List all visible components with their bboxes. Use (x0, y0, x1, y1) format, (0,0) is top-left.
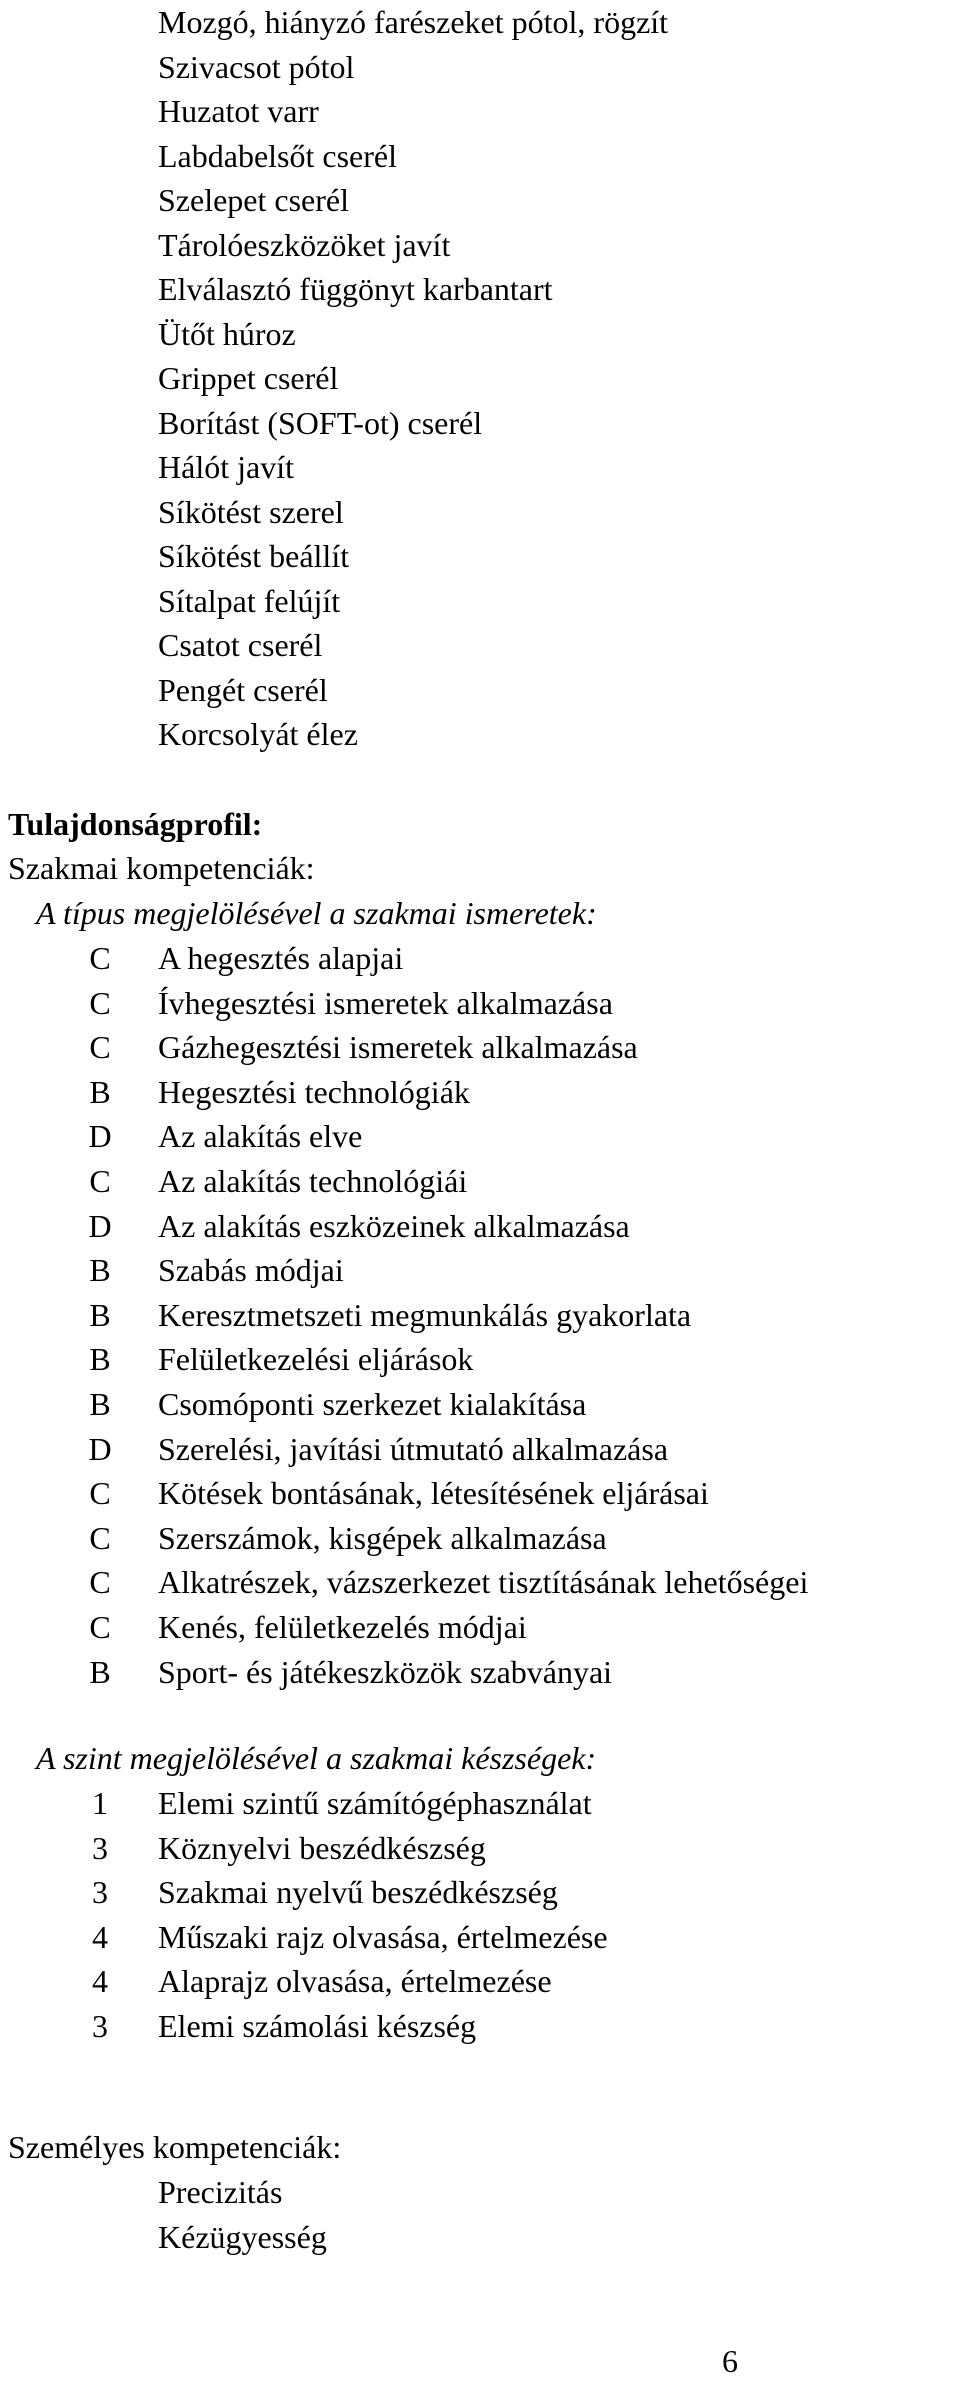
knowledge-type-code: D (88, 1207, 112, 1244)
knowledge-text: Az alakítás technológiái (158, 1162, 468, 1199)
professional-competencies-heading: Szakmai kompetenciák: (8, 850, 315, 886)
knowledge-type-code: B (89, 1073, 111, 1110)
skill-text: Műszaki rajz olvasása, értelmezése (158, 1918, 608, 1955)
skill-level: 3 (92, 1874, 108, 1911)
knowledge-text: Felületkezelési eljárások (158, 1341, 474, 1378)
knowledge-text: Ívhegesztési ismeretek alkalmazása (158, 984, 613, 1021)
knowledge-type-code: B (89, 1653, 111, 1690)
knowledge-text: Alkatrészek, vázszerkezet tisztításának lehetőségei (158, 1564, 809, 1601)
skill-level: 3 (92, 2007, 108, 2044)
knowledge-text: Kötések bontásának, létesítésének eljárásai (158, 1475, 709, 1512)
task-item: Szivacsot pótol (158, 48, 355, 85)
task-item: Sítalpat felújít (158, 582, 341, 619)
task-item: Síkötést beállít (158, 538, 350, 574)
personal-competency: Kézügyesség (158, 2218, 327, 2255)
knowledge-type-code: B (89, 1341, 111, 1378)
skill-level: 1 (92, 1785, 108, 1821)
task-item: Hálót javít (158, 449, 294, 485)
knowledge-text: Keresztmetszeti megmunkálás gyakorlata (158, 1296, 692, 1333)
task-item: Elválasztó függönyt karbantart (158, 271, 553, 307)
profile-title: Tulajdonságprofil: (8, 806, 263, 842)
knowledge-text: Szerelési, javítási útmutató alkalmazása (158, 1430, 669, 1467)
knowledge-text: Kenés, felületkezelés módjai (158, 1608, 527, 1645)
personal-competencies-list (158, 2170, 327, 2259)
knowledge-type-code: C (89, 1162, 111, 1199)
knowledge-type-code: C (89, 984, 111, 1021)
task-item: Szelepet cserél (158, 182, 349, 218)
knowledge-type-code: C (89, 1029, 111, 1066)
knowledge-type-code: D (88, 1430, 112, 1467)
skill-text: Elemi számolási készség (158, 2007, 477, 2044)
knowledge-type-code: D (88, 1118, 112, 1155)
knowledge-text: Szerszámok, kisgépek alkalmazása (158, 1519, 607, 1556)
task-list (158, 0, 668, 757)
skills-heading: A szint megjelölésével a szakmai készségek: (36, 1740, 597, 1776)
knowledge-type-code: B (89, 1252, 111, 1289)
skill-text: Köznyelvi beszédkészség (158, 1829, 486, 1866)
knowledge-text: Az alakítás elve (158, 1118, 363, 1155)
knowledge-text: Csomóponti szerkezet kialakítása (158, 1385, 587, 1422)
task-item: Borítást (SOFT-ot) cserél (158, 404, 483, 441)
task-item: Huzatot varr (158, 93, 319, 129)
skill-level: 4 (92, 1918, 108, 1955)
skill-text: Szakmai nyelvű beszédkészség (158, 1874, 558, 1911)
personal-competencies-heading: Személyes kompetenciák: (8, 2129, 342, 2165)
page-number: 6 (722, 2343, 738, 2379)
task-item: Grippet cserél (158, 360, 339, 396)
knowledge-text: Az alakítás eszközeinek alkalmazása (158, 1207, 630, 1244)
knowledge-type-code: C (89, 1519, 111, 1556)
skill-text: Elemi szintű számítógéphasználat (158, 1785, 592, 1821)
task-item: Mozgó, hiányzó farészeket pótol, rögzít (158, 4, 669, 40)
task-item: Pengét cserél (158, 671, 328, 708)
knowledge-type-code: C (89, 1608, 111, 1645)
task-item: Ütőt húroz (158, 315, 296, 352)
knowledge-type-code: B (89, 1296, 111, 1333)
knowledge-type-code: B (89, 1385, 111, 1422)
skill-text: Alaprajz olvasása, értelmezése (158, 1963, 552, 2000)
knowledge-text: Szabás módjai (158, 1252, 344, 1289)
skill-level: 4 (92, 1963, 108, 2000)
knowledge-text: Sport- és játékeszközök szabványai (158, 1653, 613, 1690)
task-item: Labdabelsőt cserél (158, 137, 397, 174)
knowledge-text: Gázhegesztési ismeretek alkalmazása (158, 1029, 638, 1066)
knowledge-text: A hegesztés alapjai (158, 940, 404, 976)
personal-competency: Precizitás (158, 2174, 283, 2210)
task-item: Csatot cserél (158, 627, 323, 663)
skill-level: 3 (92, 1829, 108, 1866)
task-item: Tárolóeszközöket javít (158, 226, 451, 263)
knowledge-heading: A típus megjelölésével a szakmai ismeretek: (36, 895, 597, 931)
task-item: Korcsolyát élez (158, 716, 358, 752)
knowledge-type-code: C (89, 1564, 111, 1601)
task-item: Síkötést szerel (158, 493, 344, 530)
knowledge-type-code: C (89, 1475, 111, 1512)
knowledge-type-code: C (89, 940, 111, 976)
knowledge-text: Hegesztési technológiák (158, 1073, 470, 1110)
